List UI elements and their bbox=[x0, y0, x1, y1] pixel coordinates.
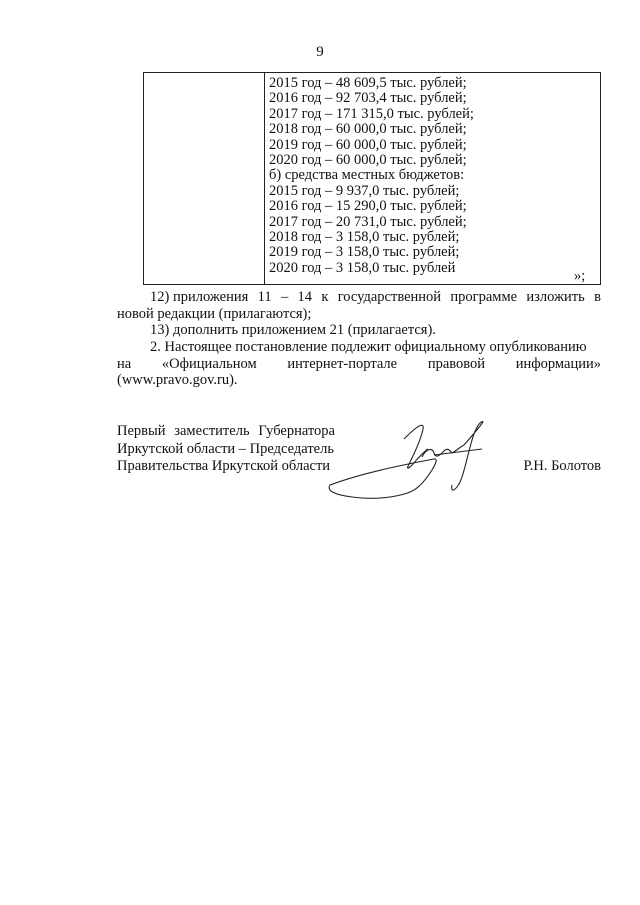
word: 14 bbox=[297, 289, 313, 305]
word: Губернатора bbox=[258, 423, 335, 439]
paragraph-item-12 bbox=[117, 289, 601, 322]
signatory-name: Р.Н. Болотов bbox=[523, 458, 601, 474]
paragraph-item-2 bbox=[117, 339, 601, 389]
word: 11 bbox=[257, 289, 272, 305]
word: программе bbox=[450, 289, 518, 305]
table-line: 2018 год – 60 000,0 тыс. рублей; bbox=[269, 121, 467, 138]
word: «Официальном bbox=[161, 355, 257, 372]
table-line: 2017 год – 171 315,0 тыс. рублей; bbox=[269, 105, 474, 122]
table-line: 2020 год – 3 158,0 тыс. рублей bbox=[269, 259, 456, 276]
table-line: 2017 год – 20 731,0 тыс. рублей; bbox=[269, 213, 467, 230]
table-line: б) средства местных бюджетов: bbox=[269, 167, 465, 184]
item-12-line-2: новой редакции (прилагаются); bbox=[117, 305, 312, 322]
word: заместитель bbox=[174, 423, 250, 439]
word: изложить bbox=[526, 289, 585, 305]
word: на bbox=[117, 355, 132, 372]
word: интернет-портале bbox=[287, 355, 398, 372]
word: Первый bbox=[117, 423, 166, 439]
word: государственной bbox=[337, 289, 442, 305]
word: – bbox=[280, 289, 289, 305]
item-2-line-2 bbox=[117, 356, 601, 373]
table-line: 2015 год – 48 609,5 тыс. рублей; bbox=[269, 75, 467, 91]
signatory-title-line-1 bbox=[117, 423, 335, 441]
handwritten-signature bbox=[322, 415, 497, 505]
word: к bbox=[321, 289, 329, 305]
signatory-title-line-3: Правительства Иркутской области bbox=[117, 458, 331, 474]
paragraph-item-13: 13) дополнить приложением 21 (прилагается). bbox=[150, 322, 436, 338]
table-left-cell bbox=[144, 73, 265, 284]
word: в bbox=[594, 289, 601, 305]
table-line: 2018 год – 3 158,0 тыс. рублей; bbox=[269, 229, 460, 246]
item-2-line-3: (www.pravo.gov.ru). bbox=[117, 372, 238, 388]
item-2-line-1: 2. Настоящее постановление подлежит официальному опубликованию bbox=[150, 339, 587, 355]
table-line: 2016 год – 92 703,4 тыс. рублей; bbox=[269, 90, 467, 107]
table-line: 2019 год – 60 000,0 тыс. рублей; bbox=[269, 136, 467, 153]
budget-table bbox=[143, 72, 601, 285]
word: 12) приложения bbox=[150, 289, 249, 305]
table-right-cell bbox=[269, 76, 596, 276]
table-line: 2016 год – 15 290,0 тыс. рублей; bbox=[269, 198, 467, 215]
page-number: 9 bbox=[316, 44, 324, 60]
word: правовой bbox=[427, 355, 486, 372]
item-12-line-1 bbox=[117, 289, 601, 306]
table-line: 2020 год – 60 000,0 тыс. рублей; bbox=[269, 152, 467, 169]
table-line: 2015 год – 9 937,0 тыс. рублей; bbox=[269, 182, 460, 199]
word: информации» bbox=[515, 355, 601, 372]
table-line: 2019 год – 3 158,0 тыс. рублей; bbox=[269, 244, 460, 261]
signatory-title-line-2: Иркутской области – Председатель bbox=[117, 440, 334, 457]
closing-quote: »; bbox=[574, 268, 586, 284]
